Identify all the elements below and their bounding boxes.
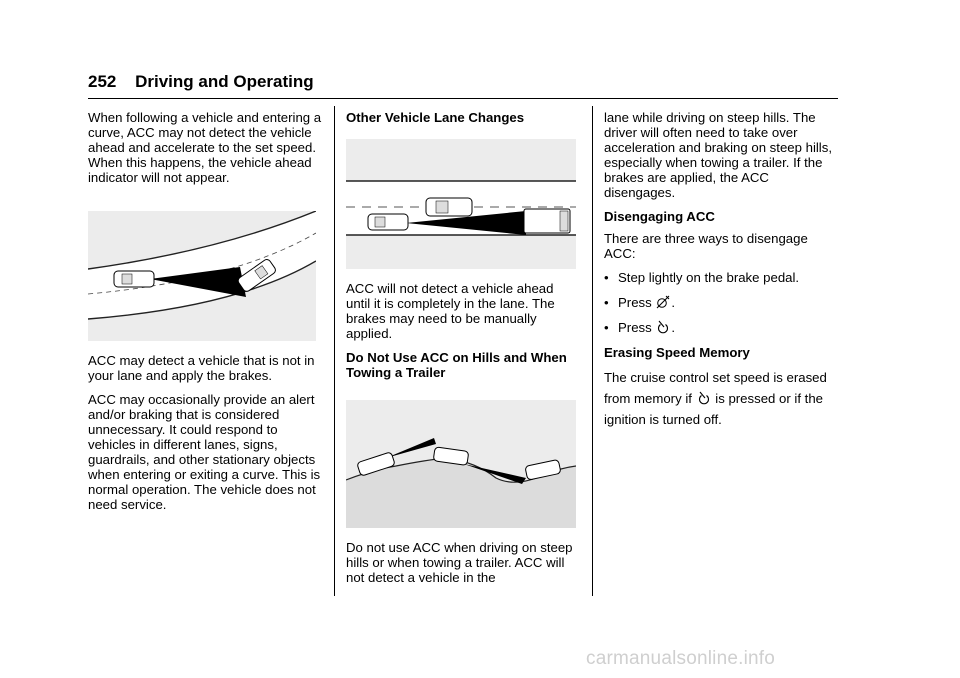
column-divider-2: [592, 106, 593, 596]
bullet-period: .: [671, 320, 676, 335]
own-car: [368, 214, 408, 230]
paragraph-part: The cruise control set speed is erased from memory if: [604, 370, 827, 406]
paragraph: ACC may detect a vehicle that is not in your lane and apply the brakes.: [88, 353, 315, 383]
hills-illustration: [346, 400, 576, 528]
car-changing-lane: [426, 198, 472, 216]
watermark: carmanualsonline.info: [586, 648, 776, 669]
bullet-text: Step lightly on the brake pedal.: [618, 270, 800, 285]
cruise-onoff-icon: [697, 391, 711, 405]
curve-illustration: [88, 211, 316, 341]
lane-change-illustration: [346, 139, 576, 269]
paragraph-part: is pressed or if the ignition is turned off.: [604, 391, 824, 427]
paragraph: There are three ways to disengage ACC:: [604, 231, 808, 261]
page-number: 252: [88, 72, 117, 91]
section-heading: Do Not Use ACC on Hills and When Towing a Trailer: [346, 350, 567, 380]
column-2: [346, 110, 581, 594]
cruise-onoff-icon: [656, 320, 670, 334]
bullet-item: [604, 270, 839, 285]
car-ahead: [114, 271, 154, 287]
cruise-cancel-icon: [656, 295, 670, 309]
paragraph: lane while driving on steep hills. The driver will often need to take over acceleration and braking on steep hills, especially when towing a trailer. If the brakes are applied, the ACC disengages.: [604, 110, 832, 200]
column-3: [604, 110, 839, 439]
bullet-marker: •: [604, 270, 609, 285]
section-heading: Other Vehicle Lane Changes: [346, 110, 525, 125]
truck-ahead: [524, 209, 570, 233]
page-header: [88, 72, 314, 92]
paragraph: ACC may occasionally provide an alert and/or braking that is considered unnecessary. It could respond to vehicles in different lanes, signs, guardrails, and other stationary objects when entering or exiting a curve. This is normal operation. The vehicle does not need service.: [88, 392, 321, 512]
paragraph: ACC will not detect a vehicle ahead until it is completely in the lane. The brakes may need to be manually applied.: [346, 281, 555, 341]
paragraph: When following a vehicle and entering a curve, ACC may not detect the vehicle ahead and accelerate to the set speed. When this happens, the vehicle ahead indicator will not appear.: [88, 110, 322, 185]
section-heading: Disengaging ACC: [604, 209, 715, 224]
bullet-item: [604, 320, 839, 335]
header-rule: [88, 98, 838, 99]
column-divider-1: [334, 106, 335, 596]
section-title: Driving and Operating: [135, 72, 314, 91]
bullet-marker: •: [604, 295, 609, 310]
section-heading: Erasing Speed Memory: [604, 345, 750, 360]
column-1: [88, 110, 323, 521]
bullet-item: [604, 295, 839, 310]
paragraph: Do not use ACC when driving on steep hills or when towing a trailer. ACC will not detect a vehicle in the: [346, 540, 573, 585]
bullet-period: .: [671, 295, 676, 310]
bullet-marker: •: [604, 320, 609, 335]
bullet-text: Press: [618, 295, 652, 310]
bullet-text: Press: [618, 320, 652, 335]
paragraph: [604, 367, 839, 430]
